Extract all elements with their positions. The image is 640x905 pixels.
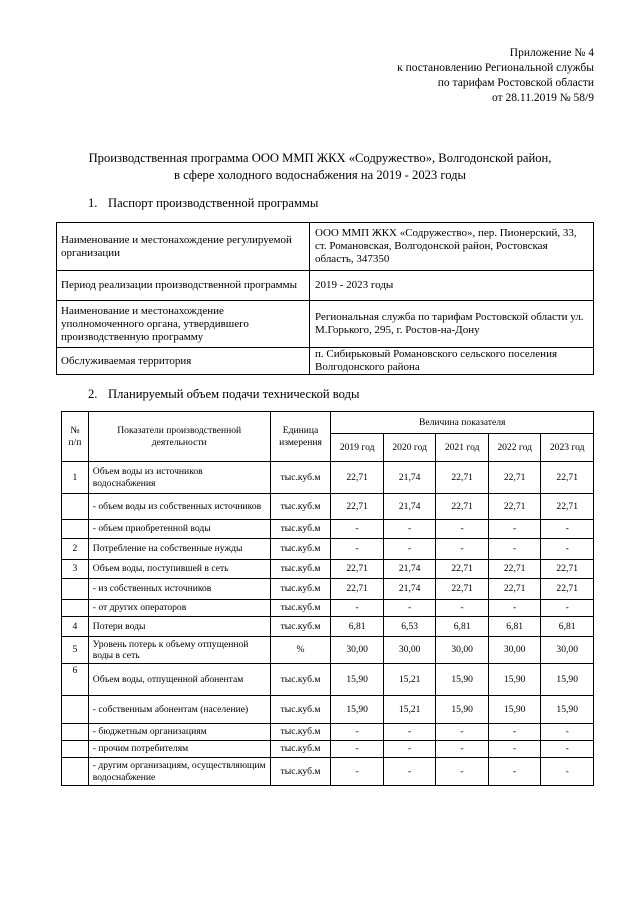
row-value: 21,74 xyxy=(383,462,436,494)
row-value: - xyxy=(331,724,384,741)
row-value: 15,90 xyxy=(488,696,541,724)
table-row xyxy=(62,637,594,664)
row-number: 3 xyxy=(62,560,89,579)
passport-table xyxy=(56,222,594,375)
row-value: - xyxy=(331,539,384,560)
table-row xyxy=(62,539,594,560)
row-number xyxy=(62,741,89,758)
row-value: 22,71 xyxy=(488,560,541,579)
row-indicator: - объем воды из собственных источников xyxy=(88,494,270,520)
row-value: 15,21 xyxy=(383,664,436,696)
row-indicator: Объем воды, поступившей в сеть xyxy=(88,560,270,579)
volumes-body xyxy=(62,462,594,786)
header-year: 2019 год xyxy=(331,434,384,462)
section-1-title: Паспорт производственной программы xyxy=(108,196,319,210)
row-number: 2 xyxy=(62,539,89,560)
document-title xyxy=(60,150,580,184)
row-unit: тыс.куб.м xyxy=(270,696,331,724)
row-value: - xyxy=(541,741,594,758)
row-value: 15,90 xyxy=(436,664,489,696)
row-value: 22,71 xyxy=(541,494,594,520)
volumes-table xyxy=(61,411,594,786)
passport-row xyxy=(57,223,594,271)
row-value: 22,71 xyxy=(436,494,489,520)
row-value: 30,00 xyxy=(331,637,384,664)
row-unit: тыс.куб.м xyxy=(270,741,331,758)
row-value: 30,00 xyxy=(383,637,436,664)
row-number: 4 xyxy=(62,617,89,637)
row-value: - xyxy=(383,741,436,758)
table-row xyxy=(62,600,594,617)
row-number xyxy=(62,724,89,741)
row-value: - xyxy=(383,758,436,786)
row-value: - xyxy=(541,758,594,786)
row-value: 21,74 xyxy=(383,560,436,579)
row-value: 22,71 xyxy=(488,462,541,494)
table-row xyxy=(62,520,594,539)
header-indicator: Показатели производственной деятельности xyxy=(88,412,270,462)
row-value: 22,71 xyxy=(331,579,384,600)
row-unit: тыс.куб.м xyxy=(270,579,331,600)
row-value: 6,81 xyxy=(488,617,541,637)
row-unit: тыс.куб.м xyxy=(270,520,331,539)
row-value: 30,00 xyxy=(541,637,594,664)
row-unit: тыс.куб.м xyxy=(270,560,331,579)
section-1-number: 1. xyxy=(88,196,98,210)
passport-label: Период реализации производственной программы xyxy=(57,271,310,301)
header-year: 2021 год xyxy=(436,434,489,462)
row-value: 22,71 xyxy=(541,560,594,579)
row-unit: % xyxy=(270,637,331,664)
row-unit: тыс.куб.м xyxy=(270,758,331,786)
passport-value: Региональная служба по тарифам Ростовской области ул. М.Горького, 295, г. Ростов-на-Дону xyxy=(310,301,594,348)
row-indicator: - другим организациям, осуществляющим водоснабжение xyxy=(88,758,270,786)
row-unit: тыс.куб.м xyxy=(270,724,331,741)
row-value: - xyxy=(488,520,541,539)
header-unit: Единица измерения xyxy=(270,412,331,462)
row-value: - xyxy=(383,520,436,539)
row-unit: тыс.куб.м xyxy=(270,617,331,637)
volumes-header-row xyxy=(62,412,594,434)
row-value: 15,90 xyxy=(541,664,594,696)
passport-value: п. Сибирьковый Романовского сельского поселения Волгодонского района xyxy=(310,348,594,375)
appendix-line: по тарифам Ростовской области xyxy=(437,77,594,89)
row-value: - xyxy=(331,520,384,539)
row-value: - xyxy=(488,600,541,617)
row-value: 15,90 xyxy=(488,664,541,696)
section-1-heading xyxy=(88,196,318,211)
row-indicator: - прочим потребителям xyxy=(88,741,270,758)
row-number xyxy=(62,758,89,786)
row-indicator: - от других операторов xyxy=(88,600,270,617)
header-value-group: Величина показателя xyxy=(331,412,594,434)
table-row xyxy=(62,494,594,520)
section-2-title: Планируемый объем подачи технической воды xyxy=(108,387,360,401)
row-value: - xyxy=(436,539,489,560)
row-value: 6,53 xyxy=(383,617,436,637)
appendix-line: от 28.11.2019 № 58/9 xyxy=(492,92,594,104)
header-year: 2020 год xyxy=(383,434,436,462)
header-no: № п/п xyxy=(62,412,89,462)
row-value: 21,74 xyxy=(383,494,436,520)
table-row xyxy=(62,462,594,494)
row-value: - xyxy=(331,741,384,758)
passport-row xyxy=(57,271,594,301)
row-value: 15,90 xyxy=(331,696,384,724)
passport-value: ООО ММП ЖКХ «Содружество», пер. Пионерский, 33, ст. Романовская, Волгодонской район, Ростовская область, 347350 xyxy=(310,223,594,271)
row-value: 22,71 xyxy=(541,579,594,600)
row-indicator: - из собственных источников xyxy=(88,579,270,600)
row-value: - xyxy=(488,724,541,741)
row-value: 22,71 xyxy=(488,494,541,520)
row-value: 6,81 xyxy=(331,617,384,637)
title-line-2: в сфере холодного водоснабжения на 2019 - 2023 годы xyxy=(173,168,467,182)
row-value: - xyxy=(436,600,489,617)
row-value: - xyxy=(541,539,594,560)
passport-value: 2019 - 2023 годы xyxy=(310,271,594,301)
passport-label: Наименование и местонахождение регулируемой организации xyxy=(57,223,310,271)
row-value: - xyxy=(436,724,489,741)
row-value: 22,71 xyxy=(436,560,489,579)
row-value: 22,71 xyxy=(331,560,384,579)
table-row xyxy=(62,724,594,741)
row-value: - xyxy=(541,520,594,539)
row-value: 22,71 xyxy=(331,462,384,494)
row-number xyxy=(62,494,89,520)
row-unit: тыс.куб.м xyxy=(270,600,331,617)
row-value: - xyxy=(331,600,384,617)
row-number: 5 xyxy=(62,637,89,664)
row-value: 30,00 xyxy=(488,637,541,664)
row-value: - xyxy=(383,539,436,560)
row-indicator: Объем воды из источников водоснабжения xyxy=(88,462,270,494)
row-number xyxy=(62,600,89,617)
row-number: 1 xyxy=(62,462,89,494)
row-value: - xyxy=(541,724,594,741)
row-value: 22,71 xyxy=(488,579,541,600)
row-value: 22,71 xyxy=(436,462,489,494)
appendix-line: к постановлению Региональной службы xyxy=(397,62,594,74)
passport-row xyxy=(57,348,594,375)
section-2-heading xyxy=(88,387,359,402)
row-value: - xyxy=(383,600,436,617)
appendix-line: Приложение № 4 xyxy=(509,47,594,59)
row-value: 6,81 xyxy=(436,617,489,637)
row-unit: тыс.куб.м xyxy=(270,539,331,560)
passport-label: Обслуживаемая территория xyxy=(57,348,310,375)
row-unit: тыс.куб.м xyxy=(270,494,331,520)
row-value: 30,00 xyxy=(436,637,489,664)
table-row xyxy=(62,579,594,600)
row-indicator: Потребление на собственные нужды xyxy=(88,539,270,560)
appendix-block xyxy=(397,46,594,106)
table-row xyxy=(62,560,594,579)
header-year: 2022 год xyxy=(488,434,541,462)
row-unit: тыс.куб.м xyxy=(270,664,331,696)
table-row xyxy=(62,758,594,786)
row-value: 15,21 xyxy=(383,696,436,724)
row-number xyxy=(62,579,89,600)
row-value: 21,74 xyxy=(383,579,436,600)
row-value: - xyxy=(331,758,384,786)
row-value: 6,81 xyxy=(541,617,594,637)
row-value: 15,90 xyxy=(436,696,489,724)
row-value: - xyxy=(436,758,489,786)
table-row xyxy=(62,741,594,758)
row-number xyxy=(62,520,89,539)
row-value: - xyxy=(488,539,541,560)
row-indicator: - бюджетным организациям xyxy=(88,724,270,741)
row-value: - xyxy=(488,758,541,786)
row-value: - xyxy=(436,741,489,758)
row-value: - xyxy=(488,741,541,758)
row-value: 15,90 xyxy=(541,696,594,724)
passport-row xyxy=(57,301,594,348)
row-indicator: Объем воды, отпущенной абонентам xyxy=(88,664,270,696)
title-line-1: Производственная программа ООО ММП ЖКХ «Содружество», Волгодонской район, xyxy=(88,151,552,165)
header-year: 2023 год xyxy=(541,434,594,462)
row-value: - xyxy=(541,600,594,617)
table-row xyxy=(62,696,594,724)
table-row xyxy=(62,617,594,637)
row-value: 22,71 xyxy=(436,579,489,600)
row-value: - xyxy=(436,520,489,539)
passport-label: Наименование и местонахождение уполномоченного органа, утвердившего производственную программу xyxy=(57,301,310,348)
row-unit: тыс.куб.м xyxy=(270,462,331,494)
table-row xyxy=(62,664,594,696)
row-indicator: - собственным абонентам (население) xyxy=(88,696,270,724)
row-number xyxy=(62,696,89,724)
row-value: - xyxy=(383,724,436,741)
row-value: 22,71 xyxy=(541,462,594,494)
row-indicator: Уровень потерь к объему отпущенной воды в сеть xyxy=(88,637,270,664)
row-number: 6 xyxy=(62,664,89,696)
section-2-number: 2. xyxy=(88,387,98,401)
row-value: 22,71 xyxy=(331,494,384,520)
row-indicator: - объем приобретенной воды xyxy=(88,520,270,539)
row-indicator: Потери воды xyxy=(88,617,270,637)
row-value: 15,90 xyxy=(331,664,384,696)
